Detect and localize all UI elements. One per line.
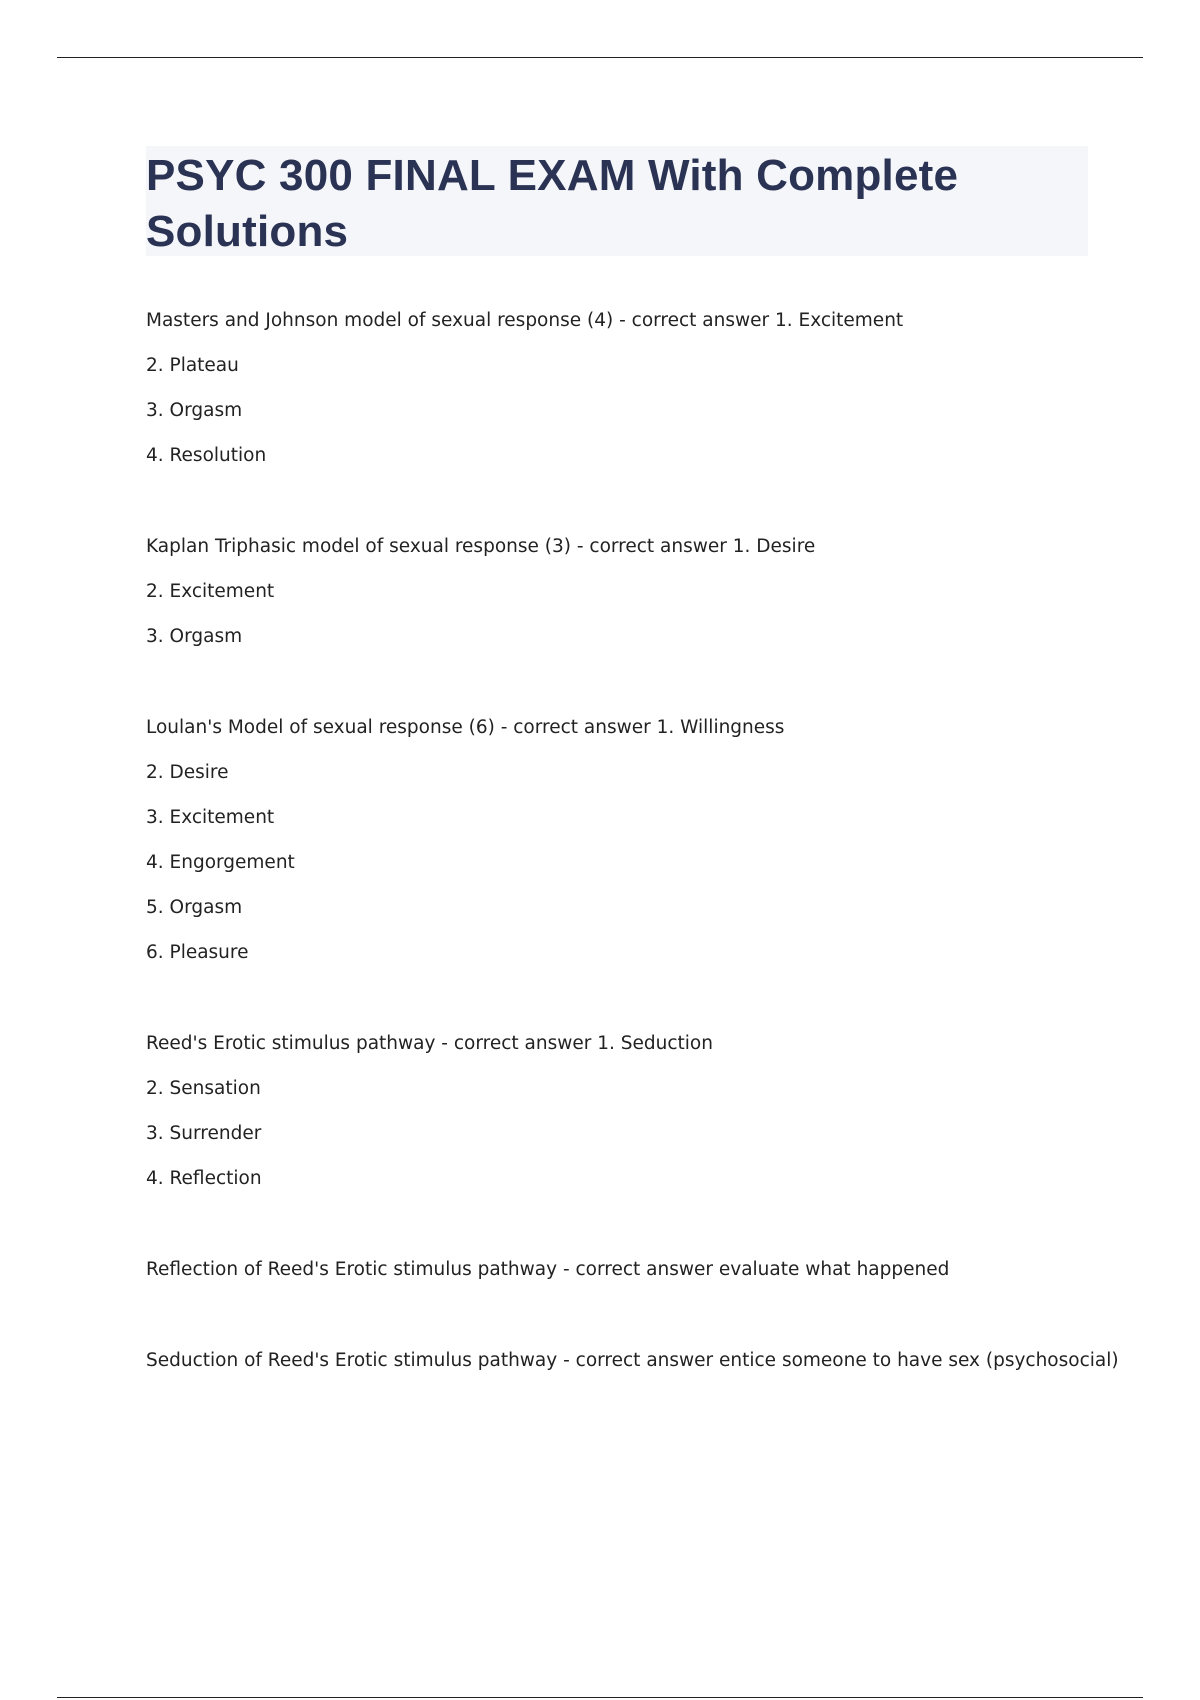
qa-entry: [146, 1338, 1119, 1383]
question-text: Reed's Erotic stimulus pathway - correct answer 1. Seduction: [146, 1033, 713, 1054]
title-block: [146, 146, 1088, 256]
document-title: PSYC 300 FINAL EXAM With Complete Solutions: [146, 151, 959, 256]
header-rule: [57, 57, 1143, 58]
footer-rule: [57, 1697, 1143, 1698]
answer-line: 2. Desire: [146, 762, 229, 783]
answer-line: 3. Excitement: [146, 807, 275, 828]
question-text: Masters and Johnson model of sexual response (4) - correct answer 1. Excitement: [146, 310, 904, 331]
qa-list: [146, 298, 1119, 1429]
answer-line: 5. Orgasm: [146, 897, 243, 918]
answer-line: 2. Plateau: [146, 355, 239, 376]
answer-line: 4. Engorgement: [146, 852, 295, 873]
answer-line: 3. Orgasm: [146, 626, 243, 647]
qa-entry: [146, 298, 1106, 478]
qa-entry: [146, 1247, 1106, 1292]
question-text: Kaplan Triphasic model of sexual response (3) - correct answer 1. Desire: [146, 536, 816, 557]
question-text: Reflection of Reed's Erotic stimulus pathway - correct answer evaluate what happened: [146, 1259, 950, 1280]
answer-line: 3. Orgasm: [146, 400, 243, 421]
question-text: Loulan's Model of sexual response (6) - correct answer 1. Willingness: [146, 717, 785, 738]
answer-line: 2. Sensation: [146, 1078, 261, 1099]
question-text: Seduction of Reed's Erotic stimulus pathway - correct answer entice someone to have sex (psychosocial): [146, 1350, 1119, 1371]
qa-entry: [146, 524, 1106, 659]
answer-line: 4. Resolution: [146, 445, 267, 466]
answer-line: 6. Pleasure: [146, 942, 249, 963]
qa-entry: [146, 1021, 1106, 1201]
qa-entry: [146, 705, 1106, 975]
answer-line: 3. Surrender: [146, 1123, 262, 1144]
answer-line: 2. Excitement: [146, 581, 275, 602]
answer-line: 4. Reflection: [146, 1168, 262, 1189]
